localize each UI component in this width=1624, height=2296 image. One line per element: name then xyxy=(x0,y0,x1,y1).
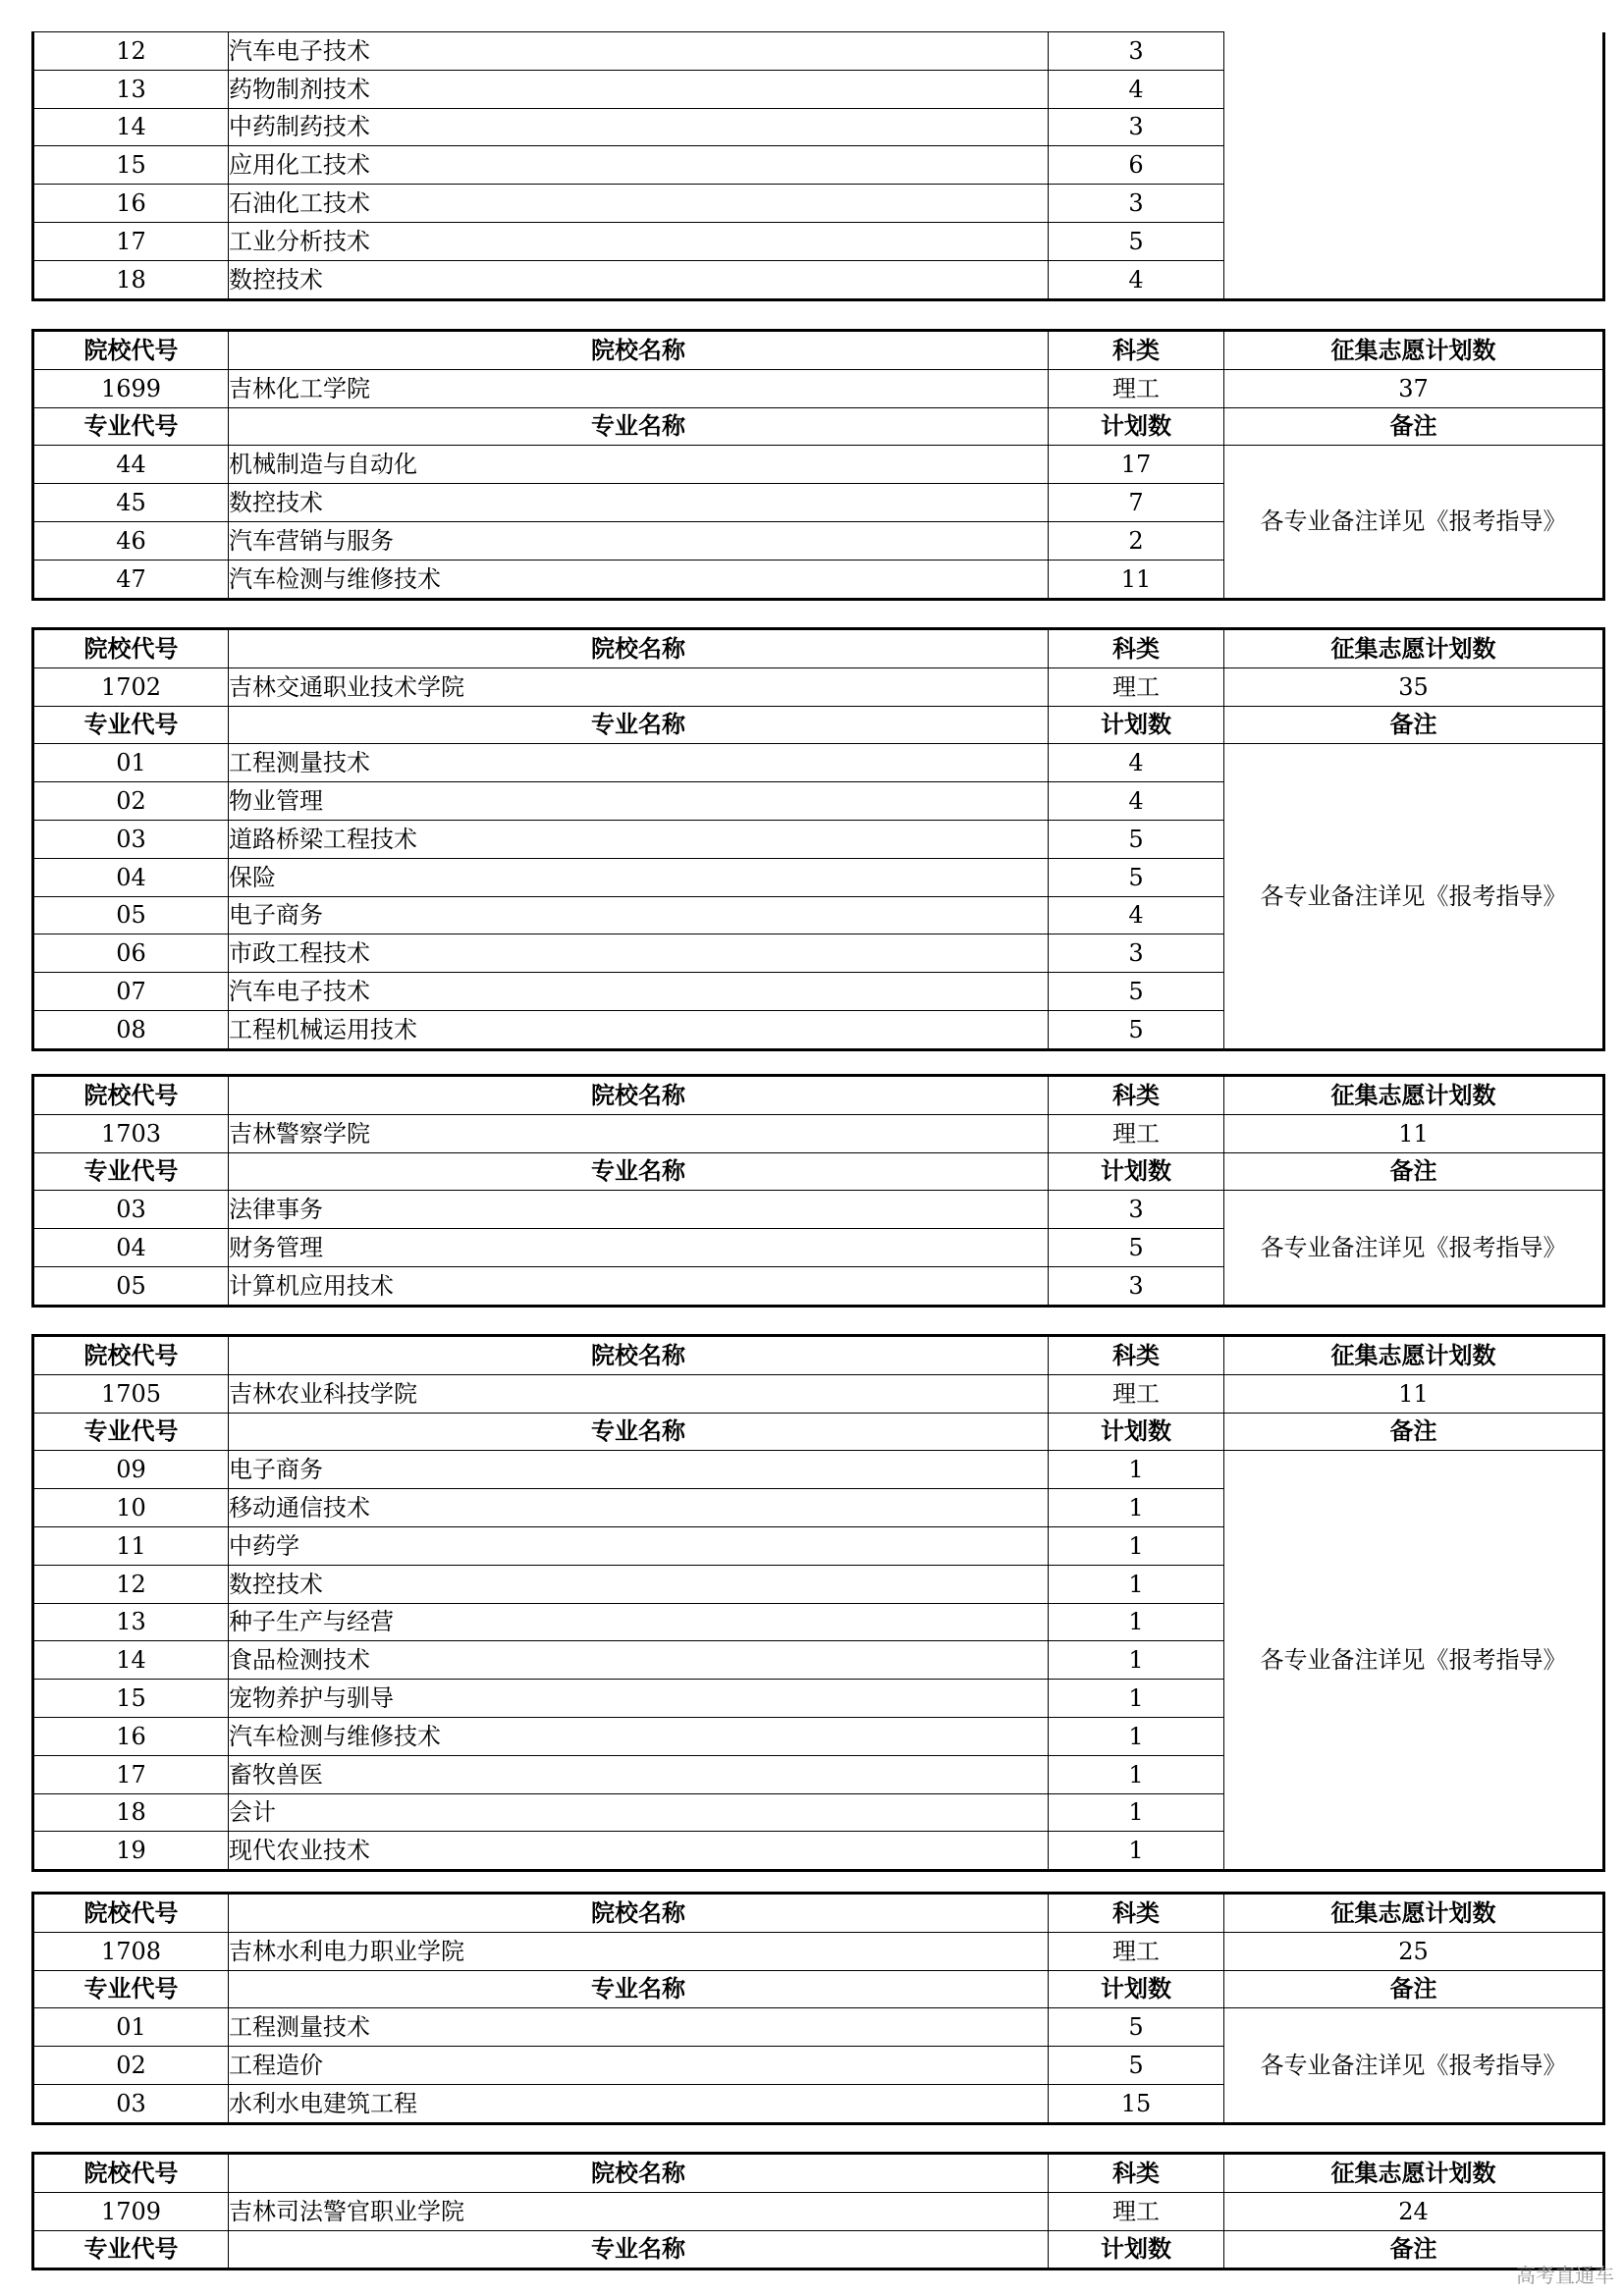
major-plan-count: 3 xyxy=(1049,934,1224,973)
major-code: 06 xyxy=(33,934,229,973)
major-plan-count: 4 xyxy=(1049,744,1224,782)
major-code: 16 xyxy=(33,1717,229,1755)
school-name-header: 院校名称 xyxy=(229,1894,1049,1933)
school-recruit-plan: 35 xyxy=(1224,667,1604,706)
major-plan-count: 2 xyxy=(1049,521,1224,560)
table-row xyxy=(33,32,1604,71)
major-code: 11 xyxy=(33,1526,229,1565)
major-name: 畜牧兽医 xyxy=(229,1755,1049,1793)
school-info-row xyxy=(33,1114,1604,1152)
major-name: 财务管理 xyxy=(229,1229,1049,1267)
major-code: 19 xyxy=(33,1832,229,1871)
school-code: 1705 xyxy=(33,1374,229,1413)
major-plan-count: 4 xyxy=(1049,782,1224,821)
school-info-row xyxy=(33,667,1604,706)
major-code: 46 xyxy=(33,521,229,560)
major-code: 14 xyxy=(33,1641,229,1680)
major-plan-count: 4 xyxy=(1049,896,1224,934)
school-recruit-plan: 37 xyxy=(1224,369,1604,407)
school-category: 理工 xyxy=(1049,1932,1224,1970)
school-name: 吉林农业科技学院 xyxy=(229,1374,1049,1413)
header-row xyxy=(33,1894,1604,1933)
school-category: 理工 xyxy=(1049,369,1224,407)
school-code-header: 院校代号 xyxy=(33,331,229,370)
major-plan-count: 5 xyxy=(1049,858,1224,896)
school-category: 理工 xyxy=(1049,1374,1224,1413)
header-row xyxy=(33,1336,1604,1375)
major-name: 电子商务 xyxy=(229,896,1049,934)
major-code: 13 xyxy=(33,1603,229,1641)
major-plan-count: 1 xyxy=(1049,1832,1224,1871)
category-header: 科类 xyxy=(1049,331,1224,370)
major-code-header: 专业代号 xyxy=(33,407,229,446)
school-info-row xyxy=(33,2192,1604,2230)
major-plan-count: 1 xyxy=(1049,1489,1224,1527)
school-table-1703 xyxy=(31,1074,1605,1308)
major-plan-count: 3 xyxy=(1049,1266,1224,1306)
major-code: 47 xyxy=(33,560,229,599)
school-name-header: 院校名称 xyxy=(229,1336,1049,1375)
major-plan-count: 1 xyxy=(1049,1641,1224,1680)
plan-count-header: 计划数 xyxy=(1049,1152,1224,1191)
major-plan-count: 5 xyxy=(1049,1229,1224,1267)
category-header: 科类 xyxy=(1049,1894,1224,1933)
major-name: 计算机应用技术 xyxy=(229,1266,1049,1306)
school-code: 1708 xyxy=(33,1932,229,1970)
major-name-header: 专业名称 xyxy=(229,1152,1049,1191)
school-code-header: 院校代号 xyxy=(33,629,229,668)
major-plan-count: 1 xyxy=(1049,1793,1224,1832)
major-code: 07 xyxy=(33,973,229,1011)
remark-header: 备注 xyxy=(1224,706,1604,744)
major-plan-count: 3 xyxy=(1049,185,1224,223)
major-code: 10 xyxy=(33,1489,229,1527)
major-plan-count: 1 xyxy=(1049,1717,1224,1755)
school-code-header: 院校代号 xyxy=(33,2154,229,2193)
major-code: 04 xyxy=(33,1229,229,1267)
major-plan-count: 5 xyxy=(1049,1010,1224,1049)
school-name-header: 院校名称 xyxy=(229,2154,1049,2193)
plan-count-header: 计划数 xyxy=(1049,706,1224,744)
major-code: 03 xyxy=(33,1191,229,1229)
major-name: 工程机械运用技术 xyxy=(229,1010,1049,1049)
remark-header: 备注 xyxy=(1224,2230,1604,2269)
major-code: 05 xyxy=(33,1266,229,1306)
major-code: 17 xyxy=(33,1755,229,1793)
major-code: 01 xyxy=(33,744,229,782)
school-code: 1709 xyxy=(33,2192,229,2230)
major-name: 会计 xyxy=(229,1793,1049,1832)
category-header: 科类 xyxy=(1049,629,1224,668)
plan-count-header: 计划数 xyxy=(1049,407,1224,446)
recruit-plan-header: 征集志愿计划数 xyxy=(1224,1336,1604,1375)
school-code-header: 院校代号 xyxy=(33,1076,229,1115)
major-name: 中药学 xyxy=(229,1526,1049,1565)
remark-cell: 各专业备注详见《报考指导》 xyxy=(1224,744,1604,1049)
major-name-header: 专业名称 xyxy=(229,2230,1049,2269)
major-code-header: 专业代号 xyxy=(33,1970,229,2008)
major-name: 宠物养护与驯导 xyxy=(229,1680,1049,1718)
school-recruit-plan: 25 xyxy=(1224,1932,1604,1970)
plan-count-header: 计划数 xyxy=(1049,1970,1224,2008)
major-plan-count: 6 xyxy=(1049,146,1224,185)
major-name: 法律事务 xyxy=(229,1191,1049,1229)
school-table-1705 xyxy=(31,1334,1605,1872)
header-row xyxy=(33,706,1604,744)
recruit-plan-header: 征集志愿计划数 xyxy=(1224,2154,1604,2193)
major-plan-count: 5 xyxy=(1049,222,1224,260)
major-code: 12 xyxy=(33,32,229,71)
major-name-header: 专业名称 xyxy=(229,1970,1049,2008)
plan-count-header: 计划数 xyxy=(1049,2230,1224,2269)
major-name: 种子生产与经营 xyxy=(229,1603,1049,1641)
major-plan-count: 4 xyxy=(1049,260,1224,299)
remark-header: 备注 xyxy=(1224,1970,1604,2008)
major-name: 保险 xyxy=(229,858,1049,896)
major-code: 02 xyxy=(33,782,229,821)
major-name: 汽车电子技术 xyxy=(229,32,1049,71)
major-name: 电子商务 xyxy=(229,1451,1049,1489)
major-name: 汽车电子技术 xyxy=(229,973,1049,1011)
major-name: 机械制造与自动化 xyxy=(229,446,1049,484)
school-name: 吉林交通职业技术学院 xyxy=(229,667,1049,706)
recruit-plan-header: 征集志愿计划数 xyxy=(1224,1076,1604,1115)
school-name-header: 院校名称 xyxy=(229,331,1049,370)
school-category: 理工 xyxy=(1049,1114,1224,1152)
recruit-plan-header: 征集志愿计划数 xyxy=(1224,1894,1604,1933)
header-row xyxy=(33,2154,1604,2193)
major-code: 15 xyxy=(33,1680,229,1718)
recruit-plan-header: 征集志愿计划数 xyxy=(1224,331,1604,370)
table-row xyxy=(33,744,1604,782)
major-name: 药物制剂技术 xyxy=(229,70,1049,108)
major-name: 工程测量技术 xyxy=(229,744,1049,782)
major-name: 数控技术 xyxy=(229,260,1049,299)
school-recruit-plan: 11 xyxy=(1224,1114,1604,1152)
major-plan-count: 3 xyxy=(1049,108,1224,146)
major-plan-count: 11 xyxy=(1049,560,1224,599)
school-name: 吉林化工学院 xyxy=(229,369,1049,407)
school-table-1699 xyxy=(31,329,1605,601)
major-name: 道路桥梁工程技术 xyxy=(229,820,1049,858)
major-code-header: 专业代号 xyxy=(33,1152,229,1191)
header-row xyxy=(33,1076,1604,1115)
school-code-header: 院校代号 xyxy=(33,1336,229,1375)
major-name-header: 专业名称 xyxy=(229,1413,1049,1451)
plan-count-header: 计划数 xyxy=(1049,1413,1224,1451)
major-name: 汽车营销与服务 xyxy=(229,521,1049,560)
major-code-header: 专业代号 xyxy=(33,2230,229,2269)
school-info-row xyxy=(33,369,1604,407)
school-name: 吉林警察学院 xyxy=(229,1114,1049,1152)
header-row xyxy=(33,407,1604,446)
major-code: 04 xyxy=(33,858,229,896)
major-name: 应用化工技术 xyxy=(229,146,1049,185)
major-code-header: 专业代号 xyxy=(33,706,229,744)
major-code: 12 xyxy=(33,1565,229,1603)
remark-cell: 各专业备注详见《报考指导》 xyxy=(1224,446,1604,599)
major-code: 13 xyxy=(33,70,229,108)
school-recruit-plan: 11 xyxy=(1224,1374,1604,1413)
major-plan-count: 1 xyxy=(1049,1565,1224,1603)
school-info-row xyxy=(33,1932,1604,1970)
major-code: 18 xyxy=(33,1793,229,1832)
major-plan-count: 5 xyxy=(1049,2047,1224,2085)
major-name: 食品检测技术 xyxy=(229,1641,1049,1680)
school-recruit-plan: 24 xyxy=(1224,2192,1604,2230)
header-row xyxy=(33,1970,1604,2008)
major-code: 14 xyxy=(33,108,229,146)
category-header: 科类 xyxy=(1049,1336,1224,1375)
major-code: 18 xyxy=(33,260,229,299)
school-name-header: 院校名称 xyxy=(229,629,1049,668)
recruit-plan-header: 征集志愿计划数 xyxy=(1224,629,1604,668)
major-name: 汽车检测与维修技术 xyxy=(229,560,1049,599)
remark-cell: 各专业备注详见《报考指导》 xyxy=(1224,1191,1604,1306)
watermark-text: 高考直通车 xyxy=(1516,2264,1614,2287)
major-name: 数控技术 xyxy=(229,484,1049,522)
remark-cell: 各专业备注详见《报考指导》 xyxy=(1224,2008,1604,2123)
school-name-header: 院校名称 xyxy=(229,1076,1049,1115)
major-name: 工程测量技术 xyxy=(229,2008,1049,2047)
major-plan-count: 3 xyxy=(1049,1191,1224,1229)
major-plan-count: 5 xyxy=(1049,973,1224,1011)
header-row xyxy=(33,2230,1604,2269)
category-header: 科类 xyxy=(1049,1076,1224,1115)
major-code: 17 xyxy=(33,222,229,260)
major-plan-count: 1 xyxy=(1049,1526,1224,1565)
major-code: 09 xyxy=(33,1451,229,1489)
major-plan-count: 17 xyxy=(1049,446,1224,484)
major-name: 市政工程技术 xyxy=(229,934,1049,973)
school-code-header: 院校代号 xyxy=(33,1894,229,1933)
major-plan-count: 7 xyxy=(1049,484,1224,522)
school-category: 理工 xyxy=(1049,2192,1224,2230)
school-table-1702 xyxy=(31,627,1605,1051)
category-header: 科类 xyxy=(1049,2154,1224,2193)
continuation-table xyxy=(31,31,1605,301)
major-code: 08 xyxy=(33,1010,229,1049)
major-code: 45 xyxy=(33,484,229,522)
header-row xyxy=(33,1413,1604,1451)
remark-header: 备注 xyxy=(1224,407,1604,446)
major-name: 物业管理 xyxy=(229,782,1049,821)
major-name: 石油化工技术 xyxy=(229,185,1049,223)
school-code: 1699 xyxy=(33,369,229,407)
school-table-1709 xyxy=(31,2152,1605,2270)
major-plan-count: 5 xyxy=(1049,2008,1224,2047)
major-plan-count: 1 xyxy=(1049,1451,1224,1489)
major-name: 中药制药技术 xyxy=(229,108,1049,146)
remark-header: 备注 xyxy=(1224,1413,1604,1451)
remark-cell: 各专业备注详见《报考指导》 xyxy=(1224,1451,1604,1871)
school-name: 吉林司法警官职业学院 xyxy=(229,2192,1049,2230)
major-code: 03 xyxy=(33,820,229,858)
major-plan-count: 1 xyxy=(1049,1755,1224,1793)
major-plan-count: 15 xyxy=(1049,2084,1224,2123)
major-name-header: 专业名称 xyxy=(229,407,1049,446)
school-table-1708 xyxy=(31,1892,1605,2125)
major-code: 03 xyxy=(33,2084,229,2123)
major-plan-count: 4 xyxy=(1049,70,1224,108)
major-code: 05 xyxy=(33,896,229,934)
header-row xyxy=(33,331,1604,370)
major-plan-count: 1 xyxy=(1049,1680,1224,1718)
major-name-header: 专业名称 xyxy=(229,706,1049,744)
remark-cell xyxy=(1224,32,1604,300)
header-row xyxy=(33,629,1604,668)
major-code: 44 xyxy=(33,446,229,484)
school-info-row xyxy=(33,1374,1604,1413)
major-code-header: 专业代号 xyxy=(33,1413,229,1451)
major-code: 01 xyxy=(33,2008,229,2047)
remark-header: 备注 xyxy=(1224,1152,1604,1191)
major-code: 15 xyxy=(33,146,229,185)
school-code: 1702 xyxy=(33,667,229,706)
major-name: 汽车检测与维修技术 xyxy=(229,1717,1049,1755)
major-name: 工程造价 xyxy=(229,2047,1049,2085)
header-row xyxy=(33,1152,1604,1191)
major-name: 移动通信技术 xyxy=(229,1489,1049,1527)
school-code: 1703 xyxy=(33,1114,229,1152)
major-name: 水利水电建筑工程 xyxy=(229,2084,1049,2123)
major-plan-count: 1 xyxy=(1049,1603,1224,1641)
major-name: 数控技术 xyxy=(229,1565,1049,1603)
table-row xyxy=(33,446,1604,484)
major-plan-count: 5 xyxy=(1049,820,1224,858)
school-category: 理工 xyxy=(1049,667,1224,706)
major-name: 现代农业技术 xyxy=(229,1832,1049,1871)
major-plan-count: 3 xyxy=(1049,32,1224,71)
major-code: 02 xyxy=(33,2047,229,2085)
table-row xyxy=(33,1451,1604,1489)
table-row xyxy=(33,1191,1604,1229)
major-code: 16 xyxy=(33,185,229,223)
major-name: 工业分析技术 xyxy=(229,222,1049,260)
table-row xyxy=(33,2008,1604,2047)
school-name: 吉林水利电力职业学院 xyxy=(229,1932,1049,1970)
